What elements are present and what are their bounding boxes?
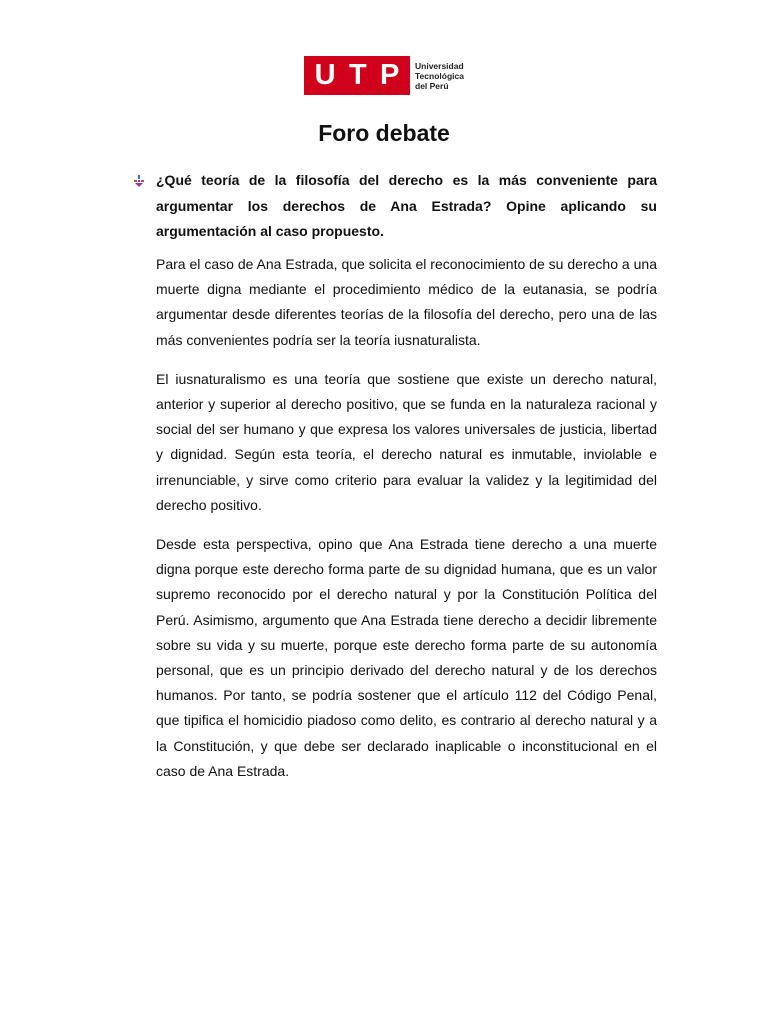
utp-logo [304, 56, 464, 95]
page-title: Foro debate [318, 120, 450, 146]
logo-box [304, 56, 410, 95]
logo-letter-t: T [348, 59, 367, 91]
paragraph: Desde esta perspectiva, opino que Ana Estrada tiene derecho a una muerte digna porque este derecho forma parte de su dignidad humana, que es un valor supremo reconocido por el derecho natural y por la Constitución Política del Perú. Asimismo, argumento que Ana Estrada tiene derecho a decidir libremente sobre su vida y su muerte, porque este derecho forma parte de su autonomía personal, que es un principio derivado del derecho natural y de los derechos humanos. Por tanto, se podría sostener que el artículo 112 del Código Penal, que tipifica el homicidio piadoso como delito, es contrario al derecho natural y a la Constitución, y que debe ser declarado inaplicable o inconstitucional en el caso de Ana Estrada. [156, 536, 657, 779]
document-body [156, 252, 657, 798]
logo-text-line-1: Universidad [415, 60, 464, 71]
logo-letter-p: P [379, 59, 400, 91]
logo-text [415, 61, 464, 91]
question-text: ¿Qué teoría de la filosofía del derecho es la más conveniente para argumentar los derechos de Ana Estrada? Opine aplicando su argumentación al caso propuesto. [156, 172, 657, 239]
logo-letter-u: U [314, 59, 336, 91]
paragraph: El iusnaturalismo es una teoría que sostiene que existe un derecho natural, anterior y superior al derecho positivo, que se funda en la naturaleza racional y social del ser humano y que expresa los valores universales de justicia, libertad y dignidad. Según esta teoría, el derecho natural es inmutable, inviolable e irrenunciable, y sirve como criterio para evaluar la validez y la legitimidad del derecho positivo. [156, 370, 657, 513]
logo-text-line-3: del Perú [415, 80, 449, 91]
logo-text-line-2: Tecnológica [415, 70, 464, 81]
paragraph: Para el caso de Ana Estrada, que solicita el reconocimiento de su derecho a una muerte digna mediante el procedimiento médico de la eutanasia, se podría argumentar desde diferentes teorías de la filosofía del derecho, pero una de las más convenientes podría ser la teoría iusnaturalista. [156, 256, 657, 348]
bullet-arrow-icon [132, 174, 146, 188]
